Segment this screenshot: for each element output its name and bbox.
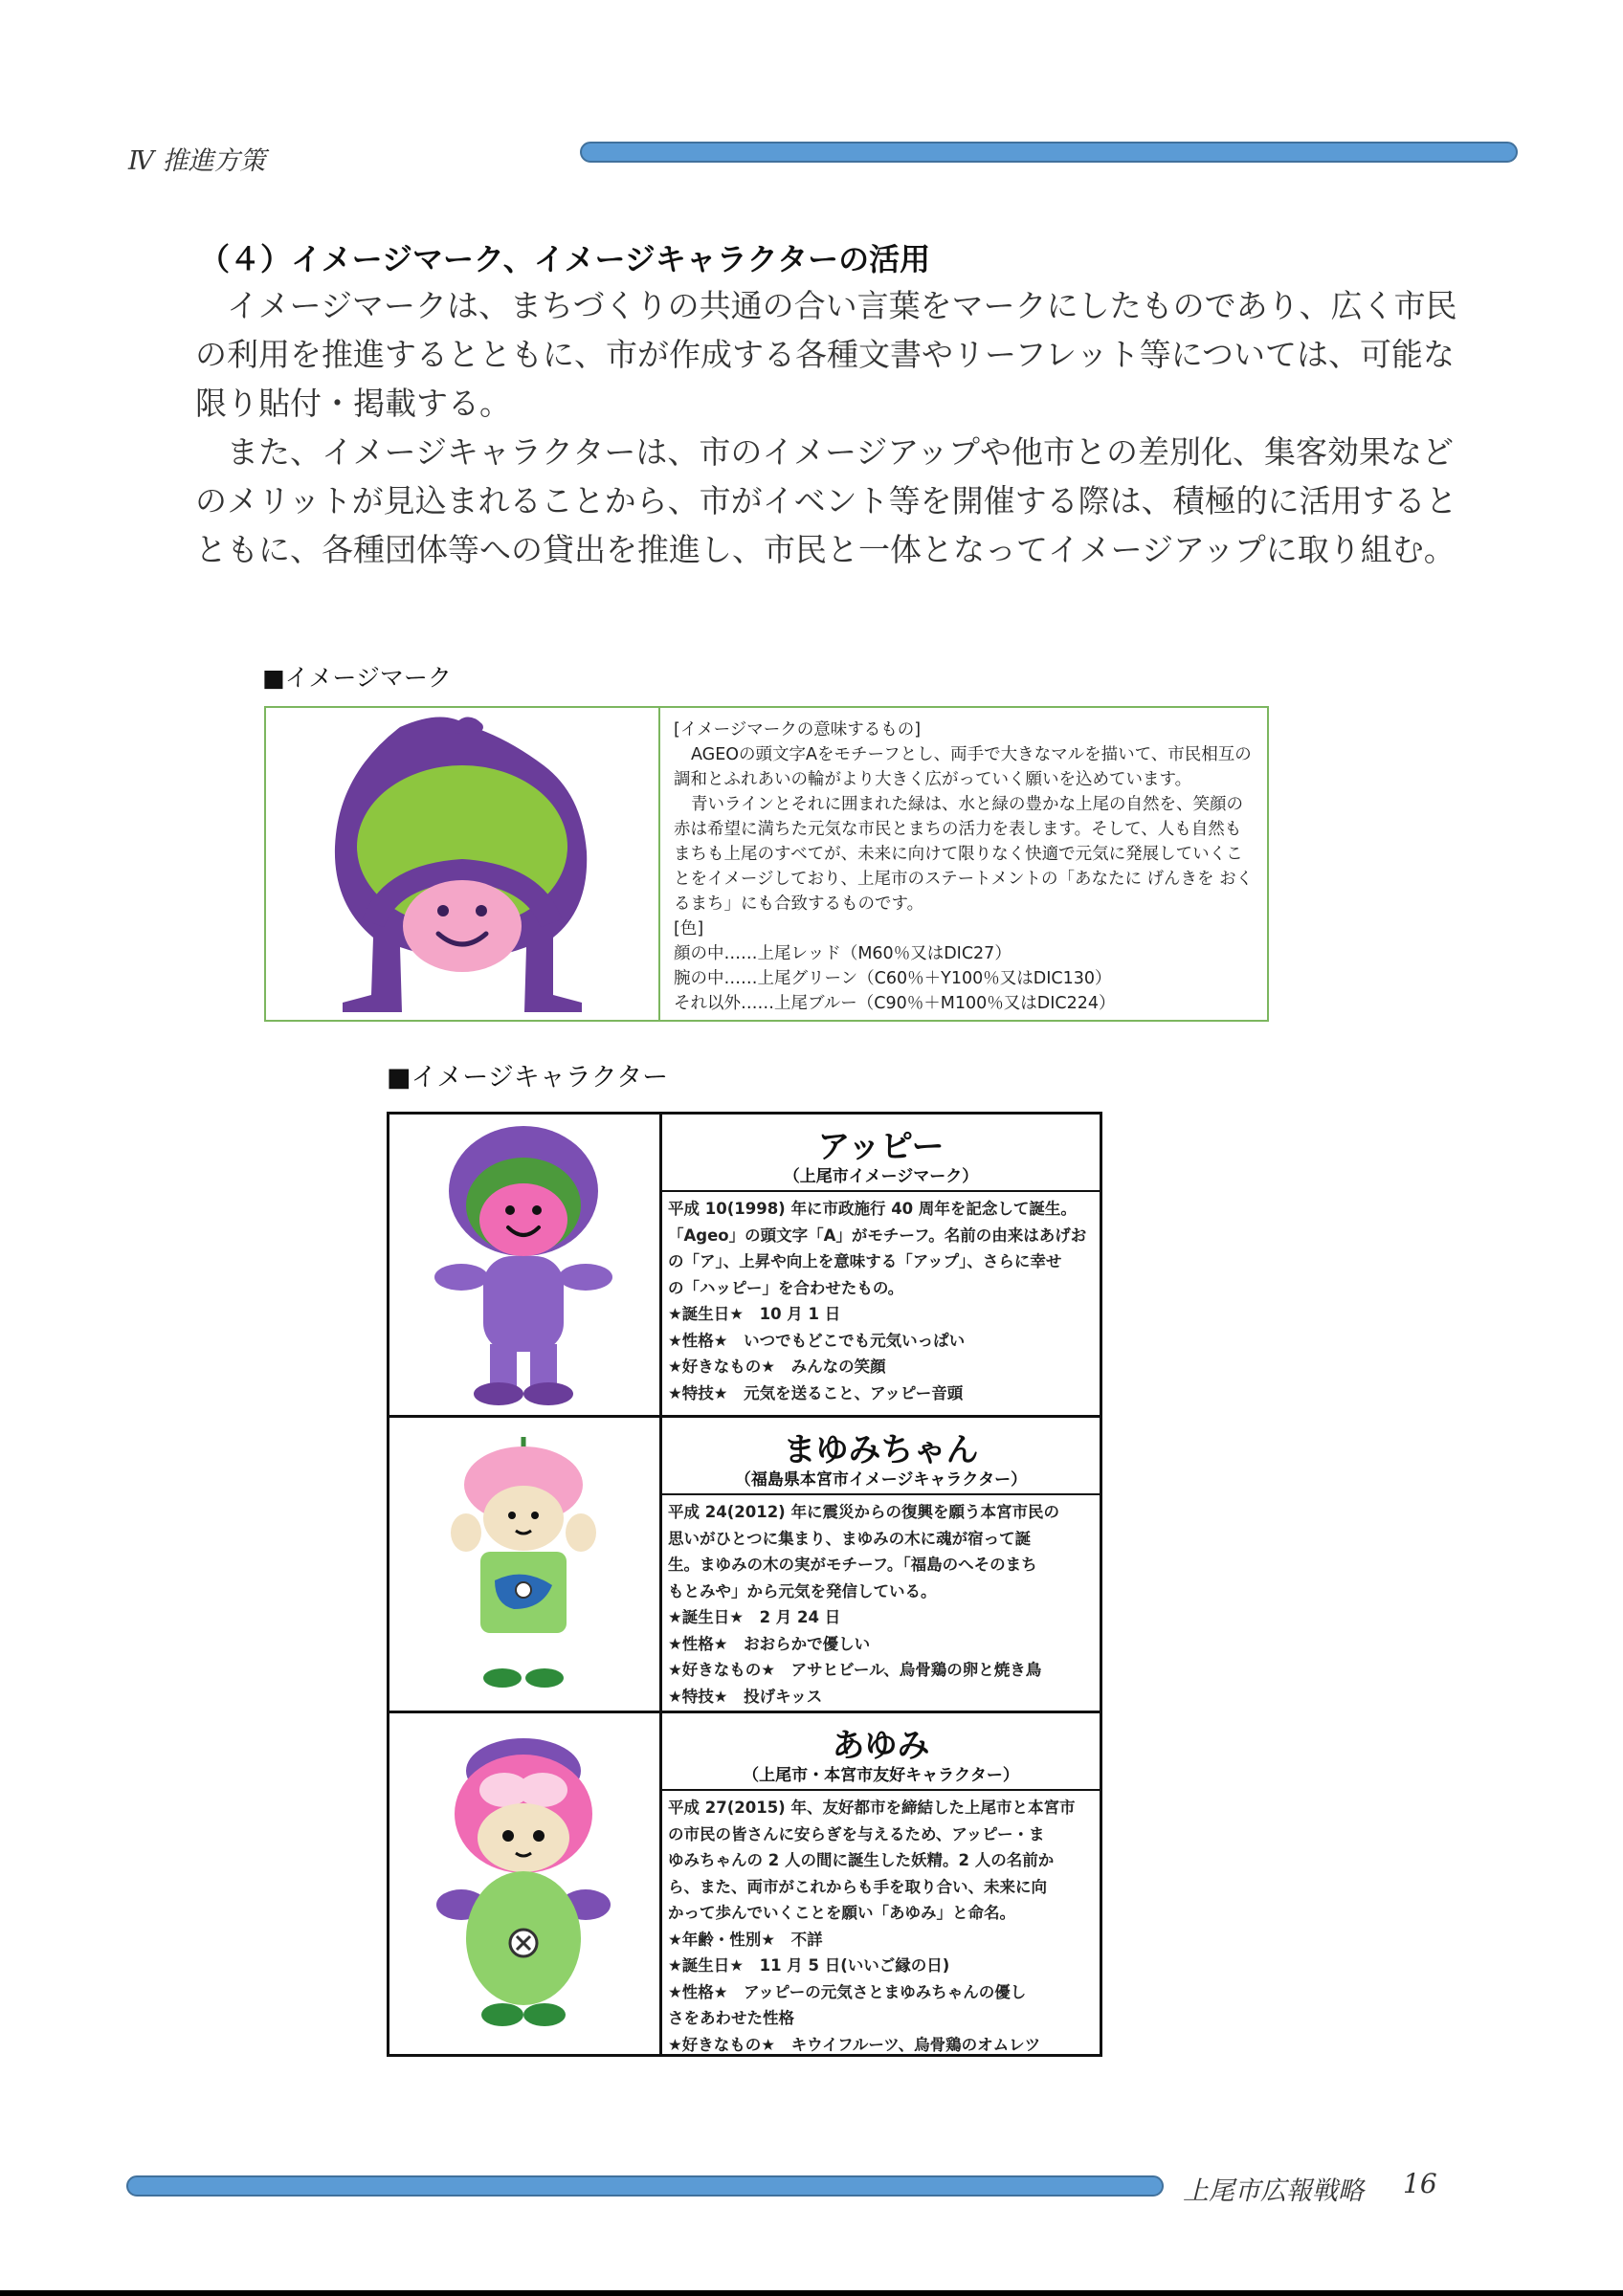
mark-text-line: それ以外……上尾ブルー（C90％＋M100％又はDIC224） [674,994,1116,1013]
ayumi-mascot-image [389,1713,662,2054]
character-subtitle: （上尾市イメージマーク） [662,1162,1100,1192]
mayumi-mascot-icon [389,1418,659,1711]
character-info [662,1713,1100,2054]
character-description [662,1791,1100,2062]
character-table [387,1112,1102,2057]
description-line: さをあわせた性格 [668,2009,794,2027]
character-subtitle: （福島県本宮市イメージキャラクター） [662,1466,1100,1495]
description-line: ★性格★ アッピーの元気さとまゆみちゃんの優し [668,1982,1027,2001]
character-name: あゆみ [832,1727,930,1765]
description-line: 平成 27(2015) 年、友好都市を締結した上尾市と本宮市 [668,1799,1076,1817]
appy-mascot-image [389,1115,662,1415]
description-line: の市民の皆さんに安らぎを与えるため、アッピー・ま [668,1824,1045,1843]
section-title: （４）イメージマーク、イメージキャラクターの活用 [199,241,931,277]
body-text [195,281,1468,574]
mark-text-line: [色] [674,919,704,938]
image-mark-box [264,706,1269,1022]
character-description [662,1192,1100,1410]
mark-text-line: 青いラインとそれに囲まれた緑は、水と緑の豊かな上尾の自然を、笑顔の赤は希望に満ちた元気な市民とまちの活力を表します。そして、人も自然もまちも上尾のすべてが、未来に向けて限りなく快適で元気に発展していくことをイメージしており、上尾市のステートメントの「あなたに げんきを おくるまち」にも合致するものです。 [674,795,1254,914]
character-row [389,1711,1100,2054]
footer-bar [126,2175,1164,2197]
chapter-heading: Ⅳ 推進方策 [128,146,266,176]
character-name: まゆみちゃん [783,1431,979,1469]
description-line: ★誕生日★ 11 月 5 日(いいご縁の日) [668,1956,950,1975]
description-line: 思いがひとつに集まり、まゆみの木に魂が宿って誕 [668,1529,1032,1548]
mark-text-line: 顔の中……上尾レッド（M60％又はDIC27） [674,944,1012,963]
description-line: 平成 24(2012) 年に震災からの復興を願う本宮市民の [668,1503,1059,1521]
ageo-mark-icon [266,708,655,1020]
description-line: の「ハッピー」を合わせたもの。 [668,1278,904,1297]
description-line: ★性格★ おおらかで優しい [668,1634,871,1653]
character-name: アッピー [817,1128,945,1166]
description-line: 生。まゆみの木の実がモチーフ。「福島のへそのまち [668,1556,1037,1574]
header-bar [580,142,1518,163]
description-line: 「Ageo」の頭文字「A」がモチーフ。名前の由来はあげお [668,1225,1087,1245]
paragraph: また、イメージキャラクターは、市のイメージアップや他市との差別化、集客効果などのメリットが見込まれることから、市がイベント等を開催する際は、積極的に活用するとともに、各種団体等への貸出を推進し、市民と一体となってイメージアップに取り組む。 [195,433,1457,568]
description-line: ★年齢・性別★ 不詳 [668,1930,823,1949]
character-info [662,1115,1100,1415]
description-line: ★誕生日★ 2 月 24 日 [668,1608,841,1626]
description-line: ★好きなもの★ みんなの笑顔 [668,1358,886,1376]
ayumi-mascot-icon [389,1713,659,2054]
description-line: もとみや」から元気を発信している。 [668,1581,937,1601]
description-line: ゆみちゃんの 2 人の間に誕生した妖精。2 人の名前か [668,1851,1055,1869]
description-line: ★好きなもの★ アサヒビール、烏骨鶏の卵と焼き鳥 [668,1661,1042,1679]
character-row [389,1415,1100,1711]
mark-text-line: AGEOの頭文字Aをモチーフとし、両手で大きなマルを描いて、市民相互の調和とふれあいの輪がより大きく広がっていく願いを込めています。 [674,745,1252,789]
character-subtitle: （上尾市・本宮市友好キャラクター） [662,1761,1100,1791]
description-line: ★誕生日★ 10 月 1 日 [668,1305,841,1323]
description-line: ★性格★ いつでもどこでも元気いっぱい [668,1331,966,1350]
mark-text-line: 腕の中……上尾グリーン（C60％＋Y100％又はDIC130） [674,969,1112,988]
image-mark-heading: ■イメージマーク [262,664,452,692]
footer-title: 上尾市広報戦略 [1183,2176,1364,2206]
description-line: ら、また、両市がこれからも手を取り合い、未来に向 [668,1877,1047,1896]
mayumi-mascot-image [389,1418,662,1711]
description-line: ★好きなもの★ キウイフルーツ、烏骨鶏のオムレツ [668,2035,1041,2054]
description-line: ★特技★ 投げキッス [668,1687,823,1706]
mark-text-line: [イメージマークの意味するもの] [674,720,922,740]
description-line: 平成 10(1998) 年に市政施行 40 周年を記念して誕生。 [668,1200,1077,1218]
page-number: 16 [1403,2168,1437,2199]
image-mark-logo [266,708,660,1020]
appy-mascot-icon [389,1115,659,1415]
description-line: ★特技★ 元気を送ること、アッピー音頭 [668,1383,964,1402]
image-character-heading: ■イメージキャラクター [387,1063,669,1093]
character-info [662,1418,1100,1711]
character-row [389,1115,1100,1415]
paragraph: イメージマークは、まちづくりの共通の合い言葉をマークにしたものであり、広く市民の利用を推進するとともに、市が作成する各種文書やリーフレット等については、可能な限り貼付・掲載する。 [195,287,1457,422]
bottom-rule [0,2290,1623,2296]
description-line: かって歩んでいくことを願い「あゆみ」と命名。 [668,1904,1015,1922]
description-line: の「ア」、上昇や向上を意味する「アップ」、さらに幸せ [668,1252,1062,1270]
image-mark-description [660,708,1267,1020]
character-description [662,1495,1100,1713]
